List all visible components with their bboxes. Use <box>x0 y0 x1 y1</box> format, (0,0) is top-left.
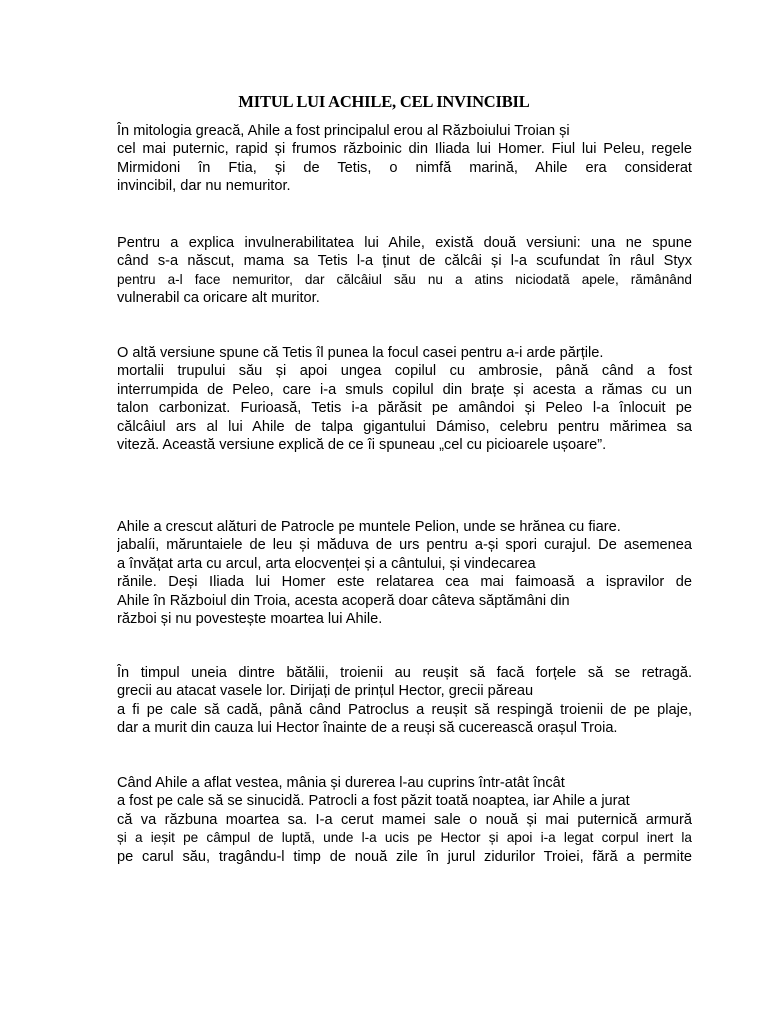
text-line: cel mai puternic, rapid și frumos războinic din Iliada lui Homer. Fiul lui Peleu, regele <box>117 141 692 158</box>
text-line: Ahile a crescut alături de Patrocle pe muntele Pelion, unde se hrănea cu fiare. <box>117 519 621 535</box>
text-line: O altă versiune spune că Tetis îl punea la focul casei pentru a-i arde părțile. <box>117 345 604 361</box>
paragraph-battle <box>117 664 692 738</box>
text-line: călcâiul ars al lui Ahile de talpa gigantului Dámiso, celebru pentru mărimea sa <box>117 418 692 435</box>
document-title: MITUL LUI ACHILE, CEL INVINCIBIL <box>238 92 530 111</box>
text-line: vulnerabil ca oricare alt muritor. <box>117 290 320 307</box>
text-line: că va răzbuna moartea sa. I-a cerut mamei sale o nouă și mai puternică armură <box>117 811 692 828</box>
paragraph-intro <box>117 122 692 196</box>
text-line: talon carbonizat. Furioasă, Tetis i-a părăsit pe amândoi și Peleo l-a înlocuit pe <box>117 400 692 417</box>
text-line: a fi pe cale să cadă, până când Patroclus a reușit să respingă troienii de pe plaje, <box>117 701 692 718</box>
text-line: În mitologia greacă, Ahile a fost principalul erou al Războiului Troian și <box>117 123 570 139</box>
text-line: invincibil, dar nu nemuritor. <box>117 178 291 195</box>
text-line: pentru a-l face nemuritor, dar călcâiul său nu a atins niciodată apele, rămânând <box>117 271 692 287</box>
text-line: Ahile în Războiul din Troia, acesta acoperă doar câteva săptămâni din <box>117 592 570 609</box>
text-line: mortalii trupului său și apoi ungea copilul cu ambrosie, până când a fost <box>117 363 692 380</box>
text-line: Mirmidoni în Ftia, și de Tetis, o nimfă marină, Ahile era considerat <box>117 159 692 176</box>
paragraph-childhood <box>117 518 692 628</box>
text-line: jabalíi, măruntaiele de leu și măduva de urs pentru a-și spori curajul. De asemenea <box>117 537 692 554</box>
text-line: Pentru a explica invulnerabilitatea lui Ahile, există două versiuni: una ne spune <box>117 235 692 251</box>
text-line: interrumpida de Peleo, care i-a smuls copilul din brațe și acesta a rămas cu un <box>117 381 692 398</box>
text-line: când s-a născut, mama sa Tetis l-a ținut de călcâi și l-a scufundat în râul Styx <box>117 253 692 270</box>
text-line: a fost pe cale să se sinucidă. Patrocli a fost păzit toată noaptea, iar Ahile a jurat <box>117 793 630 810</box>
text-line: dar a murit din cauza lui Hector înainte de a reuși să cucerească orașul Troia. <box>117 720 618 737</box>
text-line: grecii au atacat vasele lor. Dirijați de prințul Hector, grecii păreau <box>117 683 534 700</box>
text-line: rănile. Deși Iliada lui Homer este relatarea cea mai faimoasă a ispravilor de <box>117 574 692 591</box>
paragraph-invulnerability <box>117 234 692 308</box>
text-line: război și nu povestește moartea lui Ahile. <box>117 610 383 627</box>
text-line: Când Ahile a aflat vestea, mânia și durerea l-au cuprins într-atât încât <box>117 775 565 791</box>
text-line: pe carul său, tragându-l timp de nouă zile în jurul zidurilor Troiei, fără a permite <box>117 848 692 865</box>
paragraph-alternative-version <box>117 344 692 454</box>
paragraph-revenge <box>117 774 692 866</box>
text-line: a învățat arta cu arcul, arta elocvenței și a cântului, și vindecarea <box>117 555 536 572</box>
text-line: viteză. Această versiune explică de ce îi spuneau „cel cu picioarele ușoare”. <box>117 436 607 453</box>
text-line: În timpul uneia dintre bătălii, troienii au reușit să facă forțele să se retragă. <box>117 665 692 681</box>
text-line: și a ieșit pe câmpul de luptă, unde l-a ucis pe Hector și apoi i-a legat corpul inert la <box>117 830 692 846</box>
